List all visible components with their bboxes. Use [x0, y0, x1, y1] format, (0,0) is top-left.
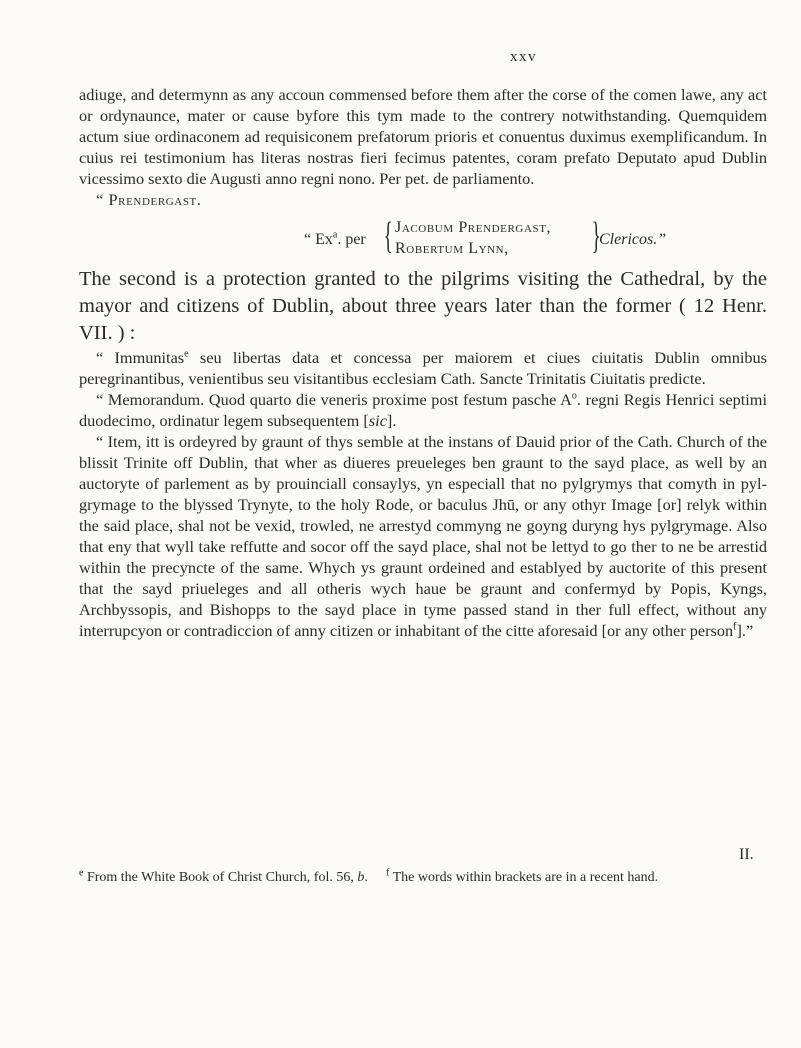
paragraph-memorandum	[79, 389, 767, 431]
body-text	[79, 84, 767, 641]
exa-per: . per	[337, 231, 366, 248]
item-end: ].”	[736, 621, 754, 640]
section-heading: The second is a protection granted to the pilgrims visiting the Cathedral, by the mayor and citizens of Dublin, about three years later than the former ( 12 Henr. VII. ) :	[79, 268, 767, 344]
footnote-f-mark: f	[386, 867, 390, 879]
footnote-ref-e: e	[184, 348, 189, 360]
memorandum-rest: . regni Regis Henrici septimi duodecimo, ordinatur legem subsequentem [	[79, 390, 767, 430]
footnote-f-text: The words within brackets are in a recent hand.	[389, 870, 659, 885]
paragraph-immunitas	[79, 347, 767, 389]
footnote-f	[386, 869, 767, 887]
clerk-name-2: Robertum Lynn,	[395, 240, 509, 257]
right-brace: }	[591, 215, 601, 257]
catchword: II.	[739, 846, 754, 863]
sic-mark: sic	[368, 411, 387, 430]
exa-superscript: a	[332, 229, 338, 241]
clerk-names	[395, 217, 551, 259]
footnote-e-italic: b	[357, 870, 365, 885]
footnote-e-text: From the White Book of Christ Church, fol. 56,	[83, 870, 358, 885]
signature-prendergast: “ Prendergast.	[96, 190, 202, 209]
immunitas-text: “ Immunitas	[96, 348, 185, 367]
memorandum-superscript: o	[571, 390, 577, 402]
exa-lead-text: “ Ex	[304, 231, 333, 248]
immunitas-rest: seu libertas data et concessa per maiorem et ciues ciuitatis Dublin omnibus peregrinantibus, venientibus seu visitantibus ecclesiam Cath. Sancte Trinitatis Ciuitatis predicte.	[79, 348, 768, 388]
memorandum-end: ].	[386, 411, 397, 430]
item-text: “ Item, itt is ordeyred by graunt of thys semble at the instans of Dauid prior of the Cath. Church of the blissit Trinite off Dublin, that wher as diueres preueleges ben graunt to the sayd place, as well by an auctoryte of parlement as by prouinciall consaylys, yn especiall that no pylgrymys that comyth in pylgrymage to the blyssed Trynyte, to the holy Rode, or baculus Jhū, or any othyr Image [or] relyk within the said place, shal not be vexid, trowled, ne arrestyd commyng ne goyng duryng hys pylgrymage. Also that eny that wyll take reffutte and socor off the sayd place, shal not be lettyd to go ther to ne be arrestid within the precyncte of the same. Whych ys graunt ordeined and establyed by auctorite of this present that the sayd priueleges and all otheris wych haue be graunt and confermyd by Popis, Kyngs, Archbyssopis, and Bishopps to the sayd place in tyme passed stand in ther full effect, without any interrupcyon or contradiccion of anny citizen or inhabitant of the citte aforesaid [or any other person	[79, 432, 767, 640]
paragraph-deed-ending: adiuge, and determynn as any accoun commensed before them after the corse of the comen lawe, any act or ordynaunce, mater or cause byfore this tym made to the contrery notwithstanding. Quemquidem actum siue ordinaconem ad requisiconem prefatorum prioris et conuentus duximus exemplificandum. In cuius rei testimonium has literas nostras fieri fecimus patentes, coram prefato Deputato apud Dublin vicessimo sexto die Augusti anno regni nono. Per pet. de parliamento.	[79, 85, 767, 188]
clerk-name-1: Jacobum Prendergast,	[395, 219, 552, 236]
footnote-e	[79, 869, 369, 887]
footnote-ref-f: f	[733, 621, 737, 633]
page-number: xxv	[510, 49, 537, 65]
left-brace: {	[383, 215, 393, 257]
footnote-e-mark: e	[79, 867, 84, 879]
paragraph-item	[79, 431, 767, 641]
exa-lead	[304, 229, 366, 250]
memorandum-text: “ Memorandum. Quod quarto die veneris proxime post festum pasche A	[96, 390, 572, 409]
footnote-e-end: .	[364, 870, 368, 885]
clericos-label: Clericos.”	[599, 231, 667, 248]
examination-attestation	[79, 216, 767, 262]
